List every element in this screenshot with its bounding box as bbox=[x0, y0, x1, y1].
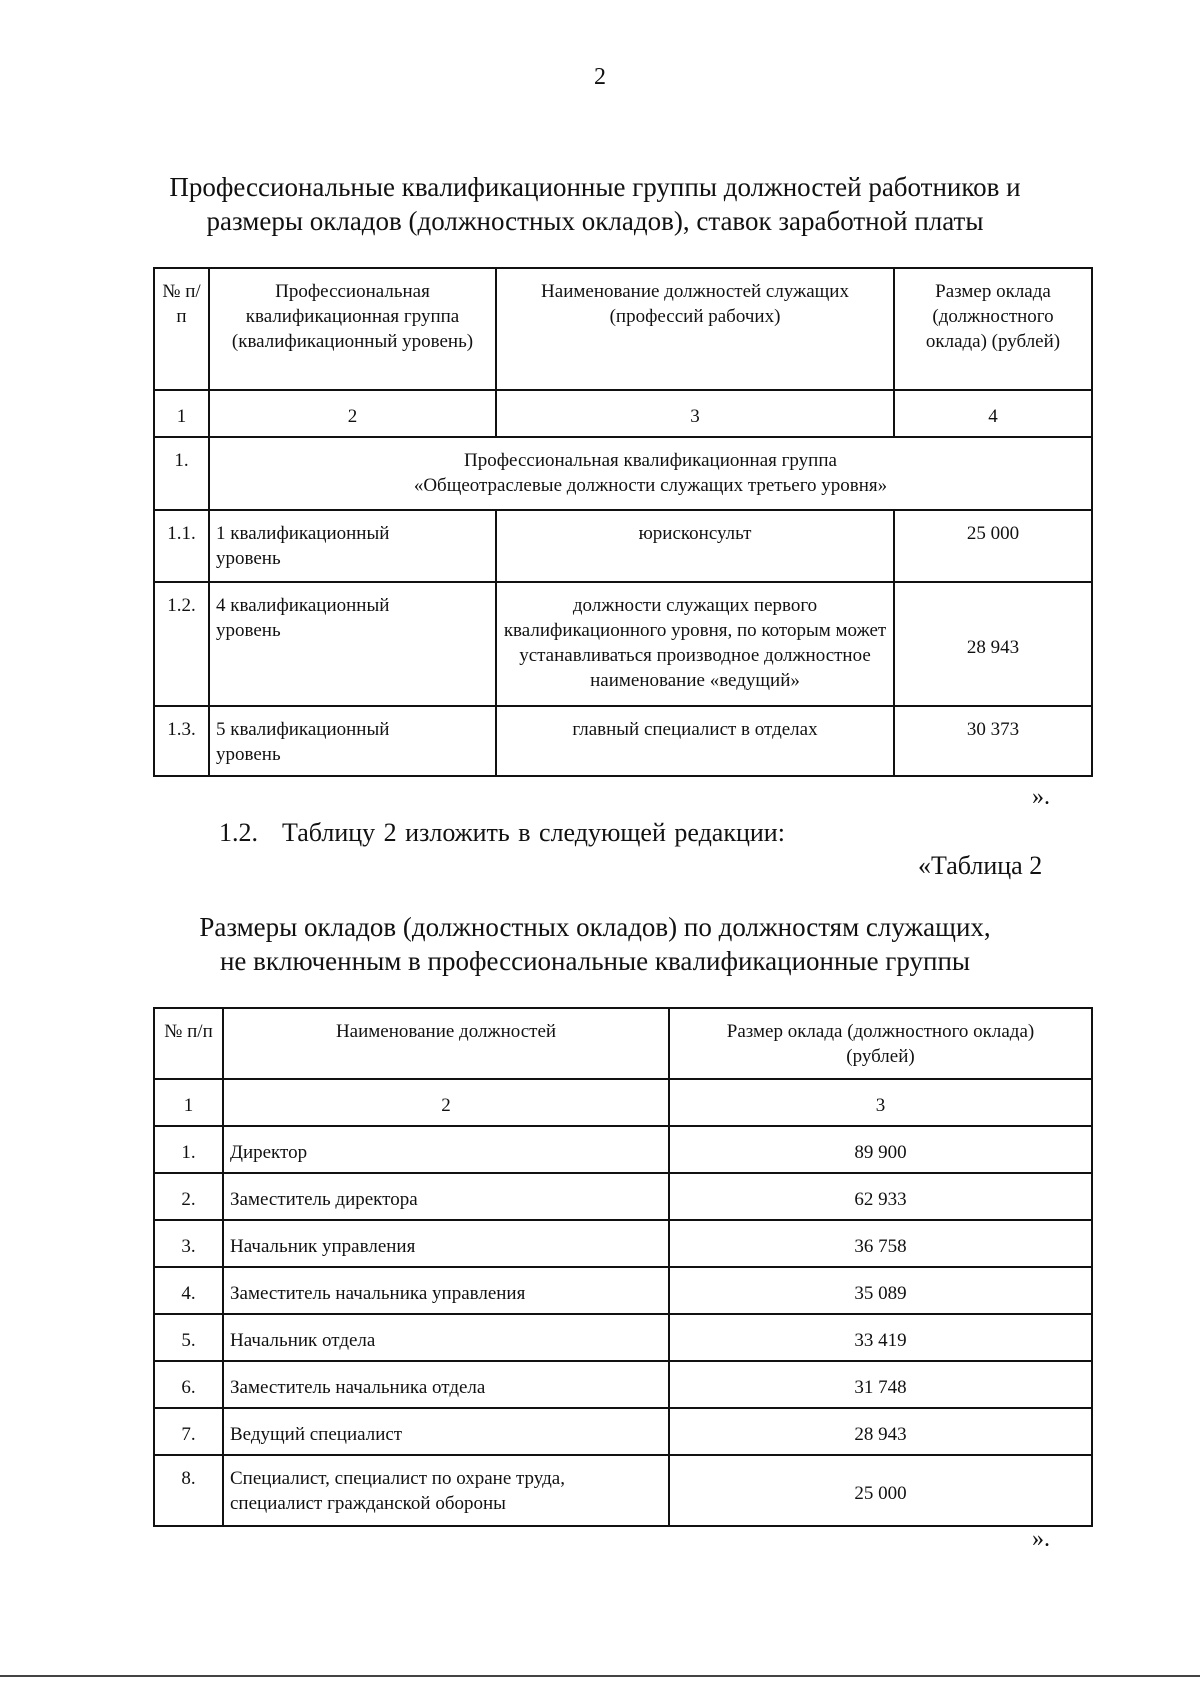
bottom-divider bbox=[0, 1675, 1200, 1677]
table-row bbox=[154, 1220, 1092, 1267]
header-no: № п/п bbox=[154, 1008, 223, 1079]
row-position: Специалист, специалист по охране труда, специалист гражданской обороны bbox=[223, 1455, 669, 1526]
row-position: юрисконсульт bbox=[496, 510, 894, 582]
row-position: Заместитель начальника управления bbox=[223, 1267, 669, 1314]
table-row bbox=[154, 1455, 1092, 1526]
table-2-title bbox=[140, 910, 1050, 978]
column-number: 3 bbox=[669, 1079, 1092, 1126]
column-number: 3 bbox=[496, 390, 894, 437]
header-group: Профессиональная квалификационная группа (квалификационный уровень) bbox=[209, 268, 496, 390]
header-salary: Размер оклада (должностного оклада) (рублей) bbox=[894, 268, 1092, 390]
table-1-title bbox=[140, 170, 1050, 238]
table-header-row bbox=[154, 268, 1092, 390]
table-row bbox=[154, 1126, 1092, 1173]
row-position: Заместитель директора bbox=[223, 1173, 669, 1220]
group-row-no: 1. bbox=[154, 437, 209, 510]
row-level: 5 квалификационный уровень bbox=[209, 706, 496, 776]
row-salary: 35 089 bbox=[669, 1267, 1092, 1314]
table-row bbox=[154, 1267, 1092, 1314]
column-number: 1 bbox=[154, 1079, 223, 1126]
row-salary: 25 000 bbox=[894, 510, 1092, 582]
row-no: 1. bbox=[154, 1126, 223, 1173]
row-position: Начальник управления bbox=[223, 1220, 669, 1267]
row-no: 8. bbox=[154, 1455, 223, 1526]
table-caption: «Таблица 2 bbox=[918, 851, 1043, 880]
row-no: 7. bbox=[154, 1408, 223, 1455]
row-salary: 62 933 bbox=[669, 1173, 1092, 1220]
column-number: 1 bbox=[154, 390, 209, 437]
row-no: 3. bbox=[154, 1220, 223, 1267]
qualification-groups-table bbox=[153, 267, 1093, 777]
row-salary: 36 758 bbox=[669, 1220, 1092, 1267]
closing-quote: ». bbox=[1032, 1526, 1050, 1552]
row-no: 6. bbox=[154, 1361, 223, 1408]
row-level: 1 квалификационный уровень bbox=[209, 510, 496, 582]
row-salary: 89 900 bbox=[669, 1126, 1092, 1173]
table-row bbox=[154, 510, 1092, 582]
row-no: 2. bbox=[154, 1173, 223, 1220]
header-position: Наименование должностей bbox=[223, 1008, 669, 1079]
row-salary: 28 943 bbox=[669, 1408, 1092, 1455]
table-2-title-line-2: не включенным в профессиональные квалификационные группы bbox=[219, 946, 971, 976]
page-number: 2 bbox=[594, 64, 606, 90]
header-salary: Размер оклада (должностного оклада) (рублей) bbox=[669, 1008, 1092, 1079]
row-salary: 30 373 bbox=[894, 706, 1092, 776]
row-position: главный специалист в отделах bbox=[496, 706, 894, 776]
row-no: 1.1. bbox=[154, 510, 209, 582]
column-numbers-row bbox=[154, 1079, 1092, 1126]
table-row bbox=[154, 706, 1092, 776]
row-salary: 33 419 bbox=[669, 1314, 1092, 1361]
row-no: 1.2. bbox=[154, 582, 209, 706]
group-row bbox=[154, 437, 1092, 510]
row-level: 4 квалификационный уровень bbox=[209, 582, 496, 706]
row-salary: 25 000 bbox=[669, 1455, 1092, 1526]
table-2-title-line-1: Размеры окладов (должностных окладов) по должностям служащих, bbox=[199, 912, 991, 942]
instruction-number: 1.2. bbox=[219, 818, 258, 847]
table-1-title-line-1: Профессиональные квалификационные группы должностей работников и bbox=[169, 172, 1021, 202]
table-row bbox=[154, 1408, 1092, 1455]
row-position: Заместитель начальника отдела bbox=[223, 1361, 669, 1408]
column-numbers-row bbox=[154, 390, 1092, 437]
group-title-line-2: «Общеотраслевые должности служащих третьего уровня» bbox=[413, 475, 888, 496]
table-row bbox=[154, 1173, 1092, 1220]
row-salary: 28 943 bbox=[894, 582, 1092, 706]
table-row bbox=[154, 1314, 1092, 1361]
row-position: Ведущий специалист bbox=[223, 1408, 669, 1455]
positions-salary-table bbox=[153, 1007, 1093, 1527]
group-title-line-1: Профессиональная квалификационная группа bbox=[464, 450, 837, 471]
amendment-instruction bbox=[219, 818, 785, 848]
table-row bbox=[154, 582, 1092, 706]
column-number: 4 bbox=[894, 390, 1092, 437]
row-salary: 31 748 bbox=[669, 1361, 1092, 1408]
column-number: 2 bbox=[209, 390, 496, 437]
table-row bbox=[154, 1361, 1092, 1408]
table-header-row bbox=[154, 1008, 1092, 1079]
row-position: должности служащих первого квалификационного уровня, по которым может устанавливаться производное должностное наименование «ведущий» bbox=[496, 582, 894, 706]
row-no: 5. bbox=[154, 1314, 223, 1361]
table-1-title-line-2: размеры окладов (должностных окладов), ставок заработной платы bbox=[206, 206, 984, 236]
row-position: Начальник отдела bbox=[223, 1314, 669, 1361]
row-no: 1.3. bbox=[154, 706, 209, 776]
row-no: 4. bbox=[154, 1267, 223, 1314]
header-no: № п/п bbox=[154, 268, 209, 390]
group-row-title bbox=[209, 437, 1092, 510]
row-position: Директор bbox=[223, 1126, 669, 1173]
closing-quote: ». bbox=[1032, 784, 1050, 810]
header-positions: Наименование должностей служащих (профессий рабочих) bbox=[496, 268, 894, 390]
column-number: 2 bbox=[223, 1079, 669, 1126]
instruction-text: Таблицу 2 изложить в следующей редакции: bbox=[282, 818, 785, 847]
